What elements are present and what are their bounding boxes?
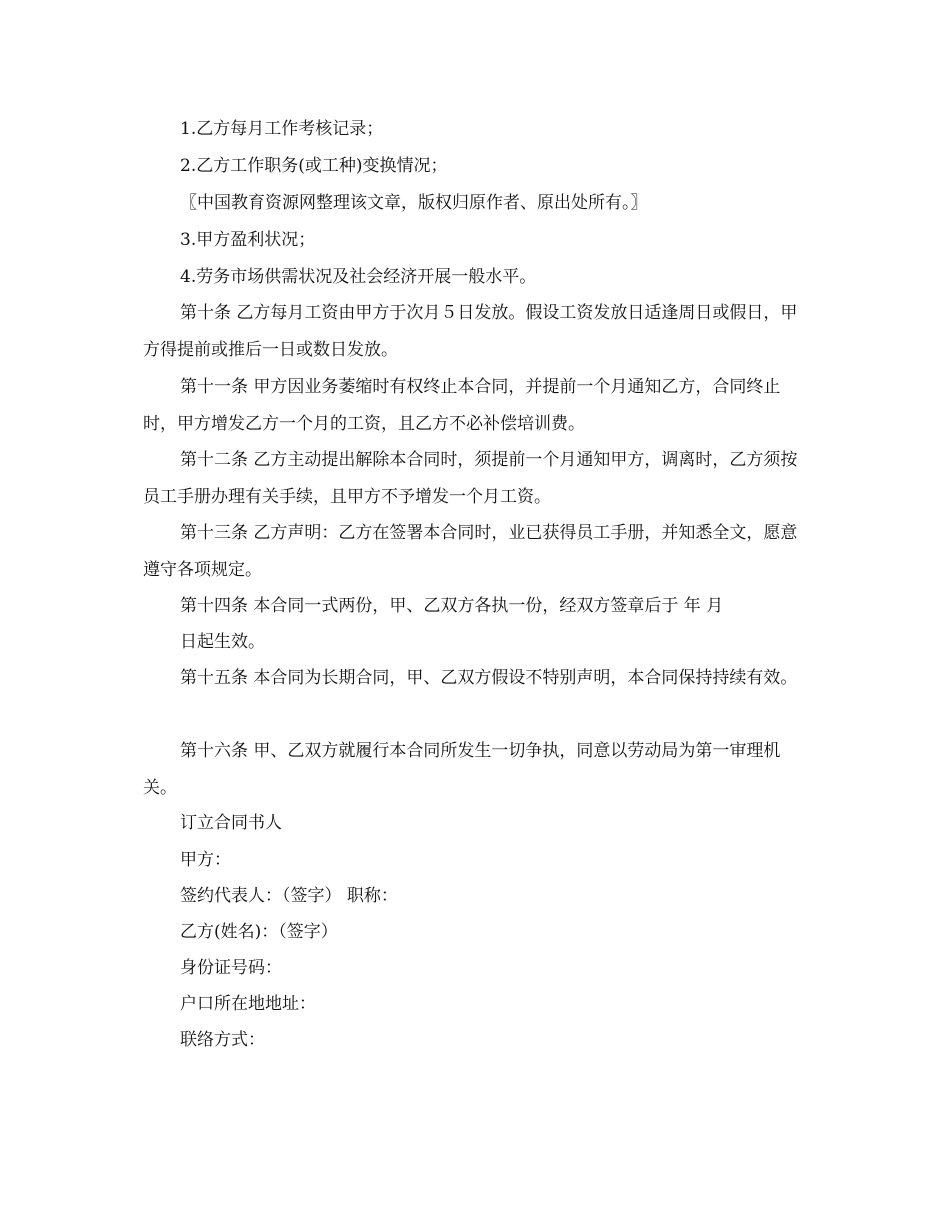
party-a-label: 甲方： — [180, 850, 231, 870]
contact-label: 联络方式： — [180, 1030, 265, 1050]
item-1: 1.乙方每月工作考核记录； — [180, 119, 384, 139]
item-2: 2.乙方工作职务(或工种)变换情况； — [180, 156, 448, 176]
item-3: 3.甲方盈利状况； — [180, 230, 316, 250]
representative-label: 签约代表人：（签字） 职称： — [180, 886, 398, 906]
article-14-line-1: 第十四条 本合同一式两份，甲、乙双方各执一份，经双方签章后于 年 月 — [180, 596, 724, 616]
signature-heading: 订立合同书人 — [180, 813, 282, 833]
article-14-line-2: 日起生效。 — [180, 632, 265, 652]
address-label: 户口所在地地址： — [180, 994, 316, 1014]
article-15: 第十五条 本合同为长期合同，甲、乙双方假设不特别声明，本合同保持持续有效。 — [180, 668, 798, 688]
item-4: 4.劳务市场供需状况及社会经济开展一般水平。 — [180, 267, 537, 287]
article-12: 第十二条 乙方主动提出解除本合同时，须提前一个月通知甲方，调离时，乙方须按员工手册办理有关手续，且甲方不予增发一个月工资。 — [143, 450, 798, 507]
article-13: 第十三条 乙方声明：乙方在签署本合同时，业已获得员工手册，并知悉全文，愿意遵守各项规定。 — [143, 523, 798, 580]
article-16: 第十六条 甲、乙双方就履行本合同所发生一切争执，同意以劳动局为第一审理机关。 — [143, 741, 781, 798]
copyright-notice: 〖中国教育资源网整理该文章，版权归原作者、原出处所有。〗 — [180, 193, 648, 213]
article-10: 第十条 乙方每月工资由甲方于次月５日发放。假设工资发放日适逢周日或假日，甲方得提前或推后一日或数日发放。 — [143, 303, 798, 360]
article-11: 第十一条 甲方因业务萎缩时有权终止本合同，并提前一个月通知乙方，合同终止时，甲方增发乙方一个月的工资，且乙方不必补偿培训费。 — [143, 377, 781, 434]
id-number-label: 身份证号码： — [180, 958, 282, 978]
party-b-label: 乙方(姓名)：（签字） — [180, 922, 338, 942]
